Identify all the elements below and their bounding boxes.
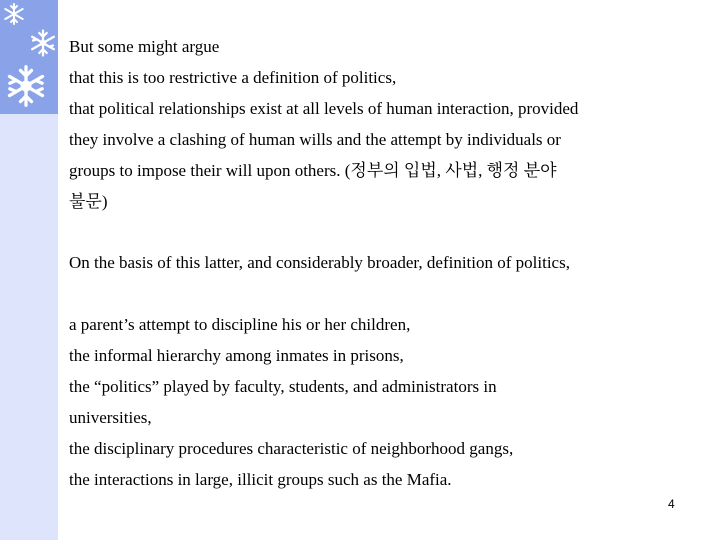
text-line: universities, — [69, 408, 152, 427]
page-number: 4 — [668, 497, 675, 511]
text-line: On the basis of this latter, and considerably broader, definition of politics, — [69, 253, 570, 272]
text-line: the interactions in large, illicit groups such as the Mafia. — [69, 470, 452, 489]
text-line: the informal hierarchy among inmates in prisons, — [69, 346, 404, 365]
snowflake-icon — [4, 64, 48, 108]
text-line: they involve a clashing of human wills and the attempt by individuals or — [69, 130, 561, 149]
text-line: a parent’s attempt to discipline his or her children, — [69, 315, 411, 334]
snowflake-icon — [2, 2, 26, 26]
text-line: But some might argue — [69, 37, 220, 56]
text-line: that political relationships exist at all levels of human interaction, provided — [69, 99, 579, 118]
text-line: 불문) — [69, 192, 108, 211]
text-line: that this is too restrictive a definition of politics, — [69, 68, 397, 87]
text-line: the disciplinary procedures characteristic of neighborhood gangs, — [69, 439, 514, 458]
snowflake-icon — [28, 28, 58, 58]
text-line: the “politics” played by faculty, students, and administrators in — [69, 377, 497, 396]
text-line: groups to impose their will upon others. (정부의 입법, 사법, 행정 분야 — [69, 161, 557, 180]
snowflake-panel — [0, 0, 58, 114]
